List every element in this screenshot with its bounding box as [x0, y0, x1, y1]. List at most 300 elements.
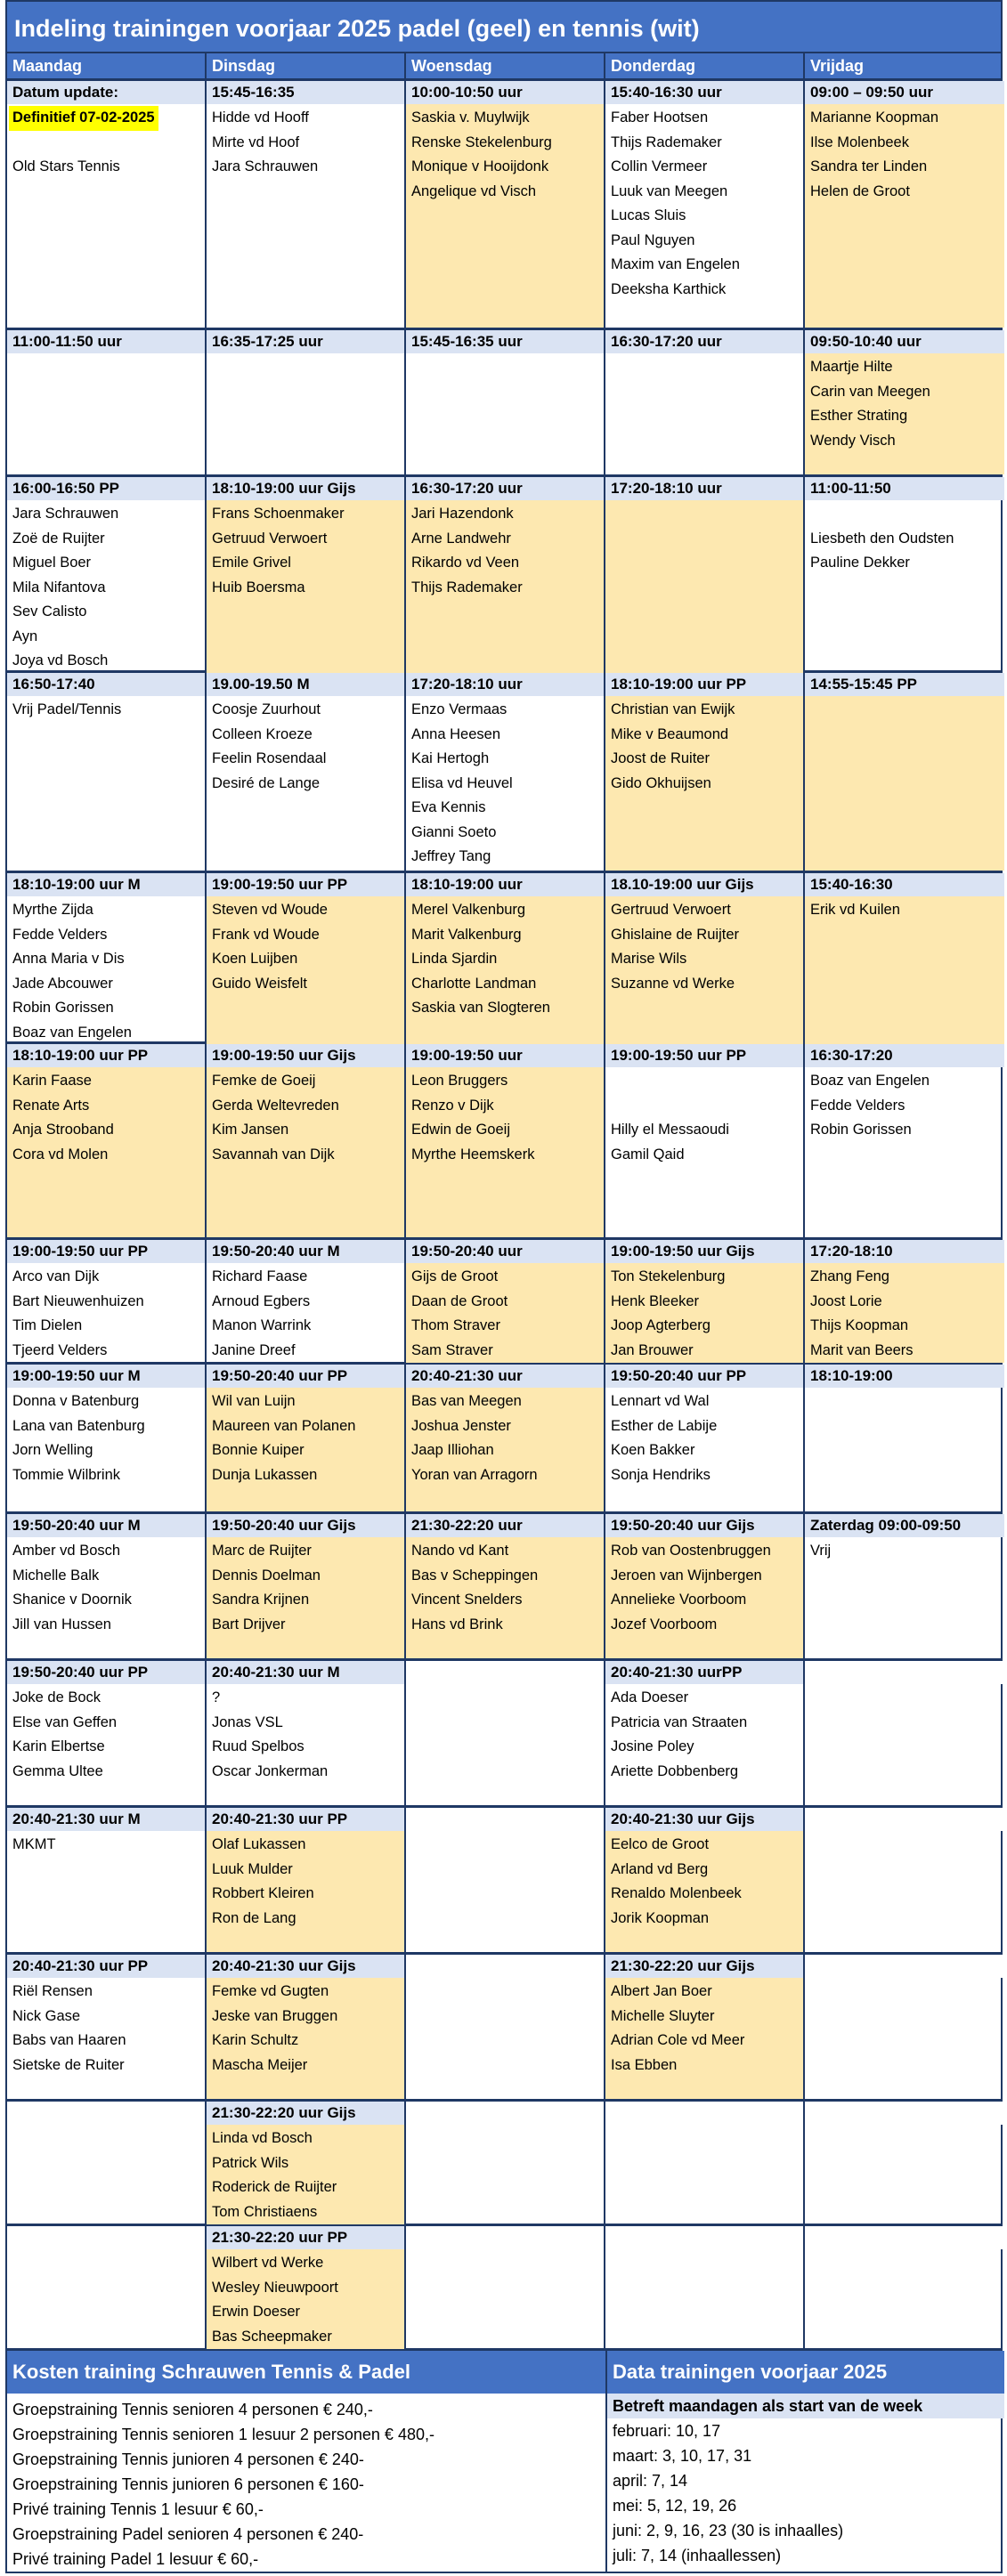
- time-slot-header: [605, 2102, 803, 2125]
- participant-name: Mike v Beaumond: [611, 725, 729, 742]
- time-slot-header: 19:50-20:40 uur PP: [7, 1661, 205, 1684]
- costs-panel: [7, 2351, 607, 2572]
- slot-cell-thursday: [605, 1955, 805, 2099]
- participant-list: [805, 896, 1004, 1045]
- participant-list: [805, 104, 1004, 328]
- participant-list: [7, 104, 205, 328]
- time-slot-header: 15:45-16:35 uur: [406, 330, 604, 353]
- participant-list: [406, 1978, 604, 2099]
- slot-cell-monday: [7, 1365, 207, 1511]
- participant-name: Marc de Ruijter: [212, 1543, 312, 1559]
- time-slot-header: [805, 1661, 1004, 1684]
- time-slot-header: 18:10-19:00 uur PP: [605, 673, 803, 696]
- time-slot-header: 19:50-20:40 uur PP: [605, 1365, 803, 1388]
- participant-name: Gijs de Groot: [411, 1268, 499, 1284]
- participant-list: [7, 500, 205, 674]
- participant-list: [7, 2125, 205, 2224]
- time-slot-header: 21:30-22:20 uur PP: [207, 2226, 404, 2249]
- participant-name: [7, 131, 205, 156]
- participant-list: [605, 1831, 803, 1952]
- time-slot-header: Zaterdag 09:00-09:50: [805, 1514, 1004, 1537]
- participant-name: Coosje Zuurhout: [212, 701, 321, 717]
- participant-name: Henk Bleeker: [611, 1292, 700, 1309]
- slot-cell-monday: [7, 81, 207, 328]
- cost-line: Groepstraining Tennis junioren 6 personen € 160-: [12, 2475, 364, 2493]
- cost-line: Privé training Tennis 1 lesuur € 60,-: [12, 2500, 264, 2518]
- schedule-block-row: [5, 871, 1003, 1041]
- participant-name: Riël Rensen: [12, 1983, 93, 1999]
- participant-name: Lennart vd Wal: [611, 1393, 710, 1409]
- participant-list: [406, 104, 604, 328]
- participant-name: Bart Drijver: [212, 1616, 286, 1632]
- participant-name: Esther Strating: [810, 408, 908, 424]
- cost-line: Groepstraining Tennis senioren 4 personen € 240,-: [12, 2401, 373, 2418]
- participant-name: Linda vd Bosch: [212, 2130, 313, 2146]
- participant-name: Hilly el Messaoudi: [611, 1122, 729, 1138]
- slot-cell-monday: [7, 2102, 207, 2224]
- participant-name: Charlotte Landman: [411, 975, 537, 992]
- participant-name: Arco van Dijk: [12, 1268, 100, 1284]
- slot-cell-friday: [805, 1808, 1004, 1952]
- participant-name: [805, 502, 1004, 527]
- participant-name: Karin Schultz: [212, 2032, 299, 2048]
- participant-list: [605, 500, 803, 674]
- participant-list: [406, 1537, 604, 1658]
- participant-name: Steven vd Woude: [212, 902, 328, 918]
- definitive-badge: Definitief 07-02-2025: [9, 106, 158, 131]
- participant-name: Angelique vd Visch: [411, 182, 537, 199]
- participant-name: Joke de Bock: [12, 1689, 102, 1705]
- participant-name: Tom Christiaens: [212, 2203, 318, 2220]
- date-line: maart: 3, 10, 17, 31: [613, 2447, 752, 2465]
- participant-list: [207, 1684, 404, 1805]
- participant-name: Saskia van Slogteren: [411, 1000, 550, 1016]
- time-slot-header: [406, 2226, 604, 2249]
- participant-name: Anna Maria v Dis: [12, 951, 125, 967]
- day-header-friday: Vrijdag: [810, 57, 865, 75]
- slot-cell-friday: [805, 1514, 1004, 1658]
- slot-cell-monday: [7, 1044, 207, 1237]
- time-slot-header: 19:50-20:40 uur: [406, 1240, 604, 1263]
- participant-name: Marise Wils: [611, 951, 687, 967]
- participant-name: Myrthe Heemskerk: [411, 1146, 535, 1162]
- participant-name: Ayn: [12, 628, 38, 644]
- time-slot-header: [7, 2226, 205, 2249]
- slot-cell-monday: [7, 1661, 207, 1805]
- participant-name: Ton Stekelenburg: [611, 1268, 726, 1284]
- slot-cell-monday: [7, 330, 207, 474]
- schedule-block-row: [5, 1237, 1003, 1362]
- participant-name: Wendy Visch: [810, 432, 896, 449]
- participant-name: Thijs Koopman: [810, 1317, 909, 1333]
- participant-name: Donna v Batenburg: [12, 1393, 140, 1409]
- participant-name: Nick Gase: [12, 2007, 81, 2024]
- time-slot-header: 16:50-17:40: [7, 673, 205, 696]
- time-slot-header: 21:30-22:20 uur Gijs: [605, 1955, 803, 1978]
- day-header-thursday: Donderdag: [605, 53, 805, 78]
- participant-name: Patrick Wils: [212, 2154, 289, 2171]
- slot-cell-thursday: [605, 1240, 805, 1363]
- participant-name: Sonja Hendriks: [611, 1466, 711, 1483]
- participant-name: Ariette Dobbenberg: [611, 1762, 739, 1779]
- participant-name: Dunja Lukassen: [212, 1466, 318, 1483]
- cost-line: Privé training Padel 1 lesuur € 60,-: [12, 2550, 259, 2568]
- slot-cell-friday: [805, 1661, 1004, 1805]
- participant-list: [7, 1067, 205, 1237]
- slot-cell-thursday: [605, 330, 805, 474]
- participant-name: Vrij Padel/Tennis: [12, 701, 122, 717]
- time-slot-header: [805, 2226, 1004, 2249]
- schedule-block-row: [5, 328, 1003, 474]
- participant-name: Roderick de Ruijter: [212, 2179, 337, 2195]
- participant-name: Arnoud Egbers: [212, 1292, 311, 1309]
- participant-name: Sandra ter Linden: [810, 158, 928, 174]
- time-slot-header: 19:00-19:50 uur M: [7, 1365, 205, 1388]
- slot-cell-tuesday: [207, 1514, 406, 1658]
- participant-name: Monique v Hooijdonk: [411, 158, 549, 174]
- participant-list: [805, 2125, 1004, 2224]
- participant-name: Hidde vd Hooff: [212, 109, 309, 126]
- participant-name: Gerda Weltevreden: [212, 1097, 339, 1114]
- time-slot-header: 20:40-21:30 uur M: [7, 1808, 205, 1831]
- time-slot-header: 19:00-19:50 uur Gijs: [207, 1044, 404, 1067]
- participant-name: Sam Straver: [411, 1341, 493, 1358]
- participant-list: [7, 1978, 205, 2099]
- cost-line: Groepstraining Padel senioren 4 personen € 240-: [12, 2525, 364, 2543]
- slot-cell-friday: [805, 1955, 1004, 2099]
- participant-name: Shanice v Doornik: [12, 1592, 132, 1608]
- participant-name: Merel Valkenburg: [411, 902, 526, 918]
- participant-name: Boaz van Engelen: [12, 1024, 132, 1041]
- participant-name: Jozef Voorboom: [611, 1616, 718, 1632]
- page-title: Indeling trainingen voorjaar 2025 padel (geel) en tennis (wit): [5, 0, 1003, 53]
- time-slot-header: 20:40-21:30 uur Gijs: [207, 1955, 404, 1978]
- participant-name: Eelco de Groot: [611, 1836, 710, 1852]
- participant-list: [605, 353, 803, 474]
- slot-cell-friday: [805, 2102, 1004, 2224]
- participant-list: [406, 1831, 604, 1952]
- participant-name: Luuk van Meegen: [611, 182, 728, 199]
- participant-list: [207, 1831, 404, 1952]
- participant-list: [7, 1388, 205, 1511]
- time-slot-header: 21:30-22:20 uur: [406, 1514, 604, 1537]
- participant-name: Olaf Lukassen: [212, 1836, 306, 1852]
- participant-list: [805, 1831, 1004, 1952]
- day-header-wednesday: Woensdag: [406, 53, 605, 78]
- participant-name: Vincent Snelders: [411, 1592, 523, 1608]
- participant-name: Richard Faase: [212, 1268, 308, 1284]
- participant-list: [805, 1263, 1004, 1363]
- schedule-block-row: [5, 1362, 1003, 1511]
- participant-name: Nando vd Kant: [411, 1543, 509, 1559]
- participant-name: Frans Schoenmaker: [212, 506, 345, 522]
- participant-list: [805, 1388, 1004, 1511]
- participant-name: Mirte vd Hoof: [212, 134, 300, 150]
- participant-list: [605, 696, 803, 871]
- schedule-grid: [5, 78, 1003, 2348]
- participant-name: Koen Luijben: [212, 951, 298, 967]
- participant-list: [7, 1684, 205, 1805]
- participant-name: Ron de Lang: [212, 1909, 296, 1926]
- participant-list: [805, 1684, 1004, 1805]
- participant-name: Ruud Spelbos: [212, 1738, 305, 1754]
- slot-cell-tuesday: [207, 873, 406, 1045]
- participant-name: Mila Nifantova: [12, 579, 106, 595]
- participant-name: Collin Vermeer: [611, 158, 708, 174]
- date-line: juni: 2, 9, 16, 23 (30 is inhaalles): [613, 2522, 844, 2540]
- participant-name: [605, 1094, 803, 1119]
- schedule-block-row: [5, 474, 1003, 670]
- participant-list: [406, 1684, 604, 1805]
- time-slot-header: 18:10-19:00 uur: [406, 873, 604, 896]
- participant-name: Liesbeth den Oudsten: [810, 530, 954, 547]
- participant-list: [7, 1537, 205, 1658]
- slot-cell-wednesday: [406, 1044, 605, 1237]
- participant-name: Emile Grivel: [212, 555, 291, 571]
- participant-list: [207, 1978, 404, 2099]
- participant-list: [207, 2249, 404, 2349]
- slot-cell-tuesday: [207, 1365, 406, 1511]
- slot-cell-friday: [805, 1240, 1004, 1363]
- participant-name: Ilse Molenbeek: [810, 134, 909, 150]
- participant-name: Gertruud Verwoert: [611, 902, 731, 918]
- participant-name: Savannah van Dijk: [212, 1146, 335, 1162]
- participant-name: Robin Gorissen: [810, 1122, 912, 1138]
- slot-cell-tuesday: [207, 330, 406, 474]
- costs-title: Kosten training Schrauwen Tennis & Padel: [7, 2351, 605, 2394]
- schedule-block-row: [5, 2224, 1003, 2348]
- training-schedule-sheet: [5, 0, 1003, 2573]
- participant-name: Zhang Feng: [810, 1268, 889, 1284]
- participant-name: Bas Scheepmaker: [212, 2328, 332, 2345]
- time-slot-header: [805, 2102, 1004, 2125]
- slot-cell-wednesday: [406, 81, 605, 328]
- slot-cell-wednesday: [406, 873, 605, 1045]
- participant-list: [605, 2249, 803, 2349]
- participant-name: Rob van Oostenbruggen: [611, 1543, 771, 1559]
- participant-name: Feelin Rosendaal: [212, 750, 327, 766]
- participant-name: Jorik Koopman: [611, 1909, 710, 1926]
- participant-name: Jonas VSL: [212, 1713, 283, 1730]
- slot-cell-thursday: [605, 873, 805, 1045]
- participant-name: Joost Lorie: [810, 1292, 882, 1309]
- schedule-block-row: [5, 1511, 1003, 1658]
- participant-name: Fedde Velders: [810, 1097, 905, 1114]
- participant-name: Saskia v. Muylwijk: [411, 109, 530, 126]
- participant-name: Joost de Ruiter: [611, 750, 710, 766]
- participant-name: Jaap Illiohan: [411, 1442, 494, 1458]
- schedule-block-row: [5, 1658, 1003, 1805]
- slot-cell-friday: [805, 1044, 1004, 1237]
- slot-cell-wednesday: [406, 2226, 605, 2349]
- participant-list: [207, 1263, 404, 1363]
- participant-name: Ghislaine de Ruijter: [611, 926, 739, 943]
- time-slot-header: 11:00-11:50 uur: [7, 330, 205, 353]
- participant-name: Boaz van Engelen: [810, 1073, 930, 1089]
- slot-cell-monday: [7, 1808, 207, 1952]
- time-slot-header: 19:00-19:50 uur: [406, 1044, 604, 1067]
- participant-name: Arne Landwehr: [411, 530, 511, 547]
- slot-cell-tuesday: [207, 1044, 406, 1237]
- update-date-label: [7, 106, 205, 131]
- participant-name: Jill van Hussen: [12, 1616, 111, 1632]
- date-line: juli: 7, 14 (inhaallessen): [613, 2547, 782, 2564]
- slot-cell-friday: [805, 1365, 1004, 1511]
- participant-name: Daan de Groot: [411, 1292, 508, 1309]
- slot-cell-thursday: [605, 1514, 805, 1658]
- date-line: mei: 5, 12, 19, 26: [613, 2497, 737, 2515]
- participant-name: Wesley Nieuwpoort: [212, 2279, 338, 2296]
- time-slot-header: 15:40-16:30: [805, 873, 1004, 896]
- time-slot-header: 19:50-20:40 uur M: [207, 1240, 404, 1263]
- participant-name: Manon Warrink: [212, 1317, 312, 1333]
- time-slot-header: 20:40-21:30 uur PP: [7, 1955, 205, 1978]
- participant-list: [605, 104, 803, 328]
- slot-cell-thursday: [605, 1365, 805, 1511]
- participant-name: Joop Agterberg: [611, 1317, 711, 1333]
- schedule-block-row: [5, 78, 1003, 328]
- participant-name: ?: [212, 1689, 221, 1705]
- time-slot-header: 15:40-16:30 uur: [605, 81, 803, 104]
- participant-name: Edwin de Goeij: [411, 1122, 510, 1138]
- slot-cell-monday: [7, 873, 207, 1045]
- participant-name: Luuk Mulder: [212, 1860, 293, 1877]
- time-slot-header: Datum update:: [7, 81, 205, 104]
- participant-name: Femke de Goeij: [212, 1073, 316, 1089]
- participant-list: [207, 500, 404, 674]
- participant-list: [406, 2249, 604, 2349]
- dates-subtitle: Betreft maandagen als start van de week: [607, 2394, 1004, 2418]
- participant-name: Jade Abcouwer: [12, 975, 113, 992]
- participant-name: Jara Schrauwen: [12, 506, 119, 522]
- slot-cell-thursday: [605, 81, 805, 328]
- slot-cell-thursday: [605, 2102, 805, 2224]
- dates-title: Data trainingen voorjaar 2025: [607, 2351, 1004, 2394]
- participant-name: Babs van Haaren: [12, 2032, 126, 2048]
- participant-list: [207, 1388, 404, 1511]
- participant-list: [805, 500, 1004, 674]
- participant-name: Jari Hazendonk: [411, 506, 514, 522]
- cost-line: Groepstraining Tennis senioren 1 lesuur 2 personen € 480,-: [12, 2426, 434, 2443]
- participant-name: Wil van Luijn: [212, 1393, 296, 1409]
- slot-cell-wednesday: [406, 477, 605, 674]
- time-slot-header: [406, 1955, 604, 1978]
- time-slot-header: 18:10-19:00 uur M: [7, 873, 205, 896]
- time-slot-header: 15:45-16:35: [207, 81, 404, 104]
- participant-name: Anja Strooband: [12, 1122, 114, 1138]
- participant-list: [406, 696, 604, 871]
- time-slot-header: 16:30-17:20: [805, 1044, 1004, 1067]
- participant-name: Fedde Velders: [12, 926, 108, 943]
- participant-list: [406, 2125, 604, 2224]
- participant-name: Michelle Sluyter: [611, 2007, 715, 2024]
- participant-list: [805, 696, 1004, 871]
- participant-list: [406, 1388, 604, 1511]
- participant-name: Deeksha Karthick: [611, 280, 727, 297]
- participant-name: Eva Kennis: [411, 799, 486, 815]
- participant-name: Jorn Welling: [12, 1442, 93, 1458]
- date-line: februari: 10, 17: [613, 2422, 721, 2440]
- schedule-block-row: [5, 2099, 1003, 2224]
- participant-name: Jan Brouwer: [611, 1341, 694, 1358]
- participant-name: Ada Doeser: [611, 1689, 689, 1705]
- time-slot-header: [605, 2226, 803, 2249]
- participant-name: Jara Schrauwen: [212, 158, 319, 174]
- slot-cell-friday: [805, 2226, 1004, 2349]
- participant-name: Renzo v Dijk: [411, 1097, 494, 1114]
- participant-name: Janine Dreef: [212, 1341, 296, 1358]
- participant-name: Pauline Dekker: [810, 555, 910, 571]
- participant-name: Enzo Vermaas: [411, 701, 508, 717]
- time-slot-header: 18.10-19:00 uur Gijs: [605, 873, 803, 896]
- participant-name: Erik vd Kuilen: [810, 902, 900, 918]
- time-slot-header: 20:40-21:30 uur Gijs: [605, 1808, 803, 1831]
- day-header-monday: Maandag: [7, 53, 207, 78]
- participant-name: Tim Dielen: [12, 1317, 83, 1333]
- time-slot-header: 20:40-21:30 uur M: [207, 1661, 404, 1684]
- time-slot-header: 19:00-19:50 uur PP: [7, 1240, 205, 1263]
- time-slot-header: 11:00-11:50: [805, 477, 1004, 500]
- participant-name: Sandra Krijnen: [212, 1592, 310, 1608]
- time-slot-header: 19:50-20:40 uur Gijs: [605, 1514, 803, 1537]
- participant-name: Bas v Scheppingen: [411, 1567, 539, 1584]
- participant-name: Miguel Boer: [12, 555, 92, 571]
- time-slot-header: 19:50-20:40 uur PP: [207, 1365, 404, 1388]
- participant-list: [207, 104, 404, 328]
- participant-list: [7, 353, 205, 474]
- participant-name: Vrij: [810, 1543, 832, 1559]
- participant-name: Old Stars Tennis: [12, 158, 120, 174]
- participant-name: Joshua Jenster: [411, 1417, 511, 1434]
- participant-name: Gianni Soeto: [411, 823, 497, 840]
- participant-name: Sev Calisto: [12, 603, 87, 620]
- participant-name: Arland vd Berg: [611, 1860, 709, 1877]
- participant-name: Adrian Cole vd Meer: [611, 2032, 745, 2048]
- slot-cell-wednesday: [406, 1240, 605, 1363]
- participant-name: Gemma Ultee: [12, 1762, 103, 1779]
- participant-name: Jeffrey Tang: [411, 848, 491, 864]
- time-slot-header: [805, 1808, 1004, 1831]
- participant-name: Sietske de Ruiter: [12, 2056, 125, 2073]
- time-slot-header: [7, 2102, 205, 2125]
- slot-cell-wednesday: [406, 1808, 605, 1952]
- time-slot-header: 10:00-10:50 uur: [406, 81, 604, 104]
- participant-list: [406, 353, 604, 474]
- participant-name: Helen de Groot: [810, 182, 910, 199]
- time-slot-header: 16:30-17:20 uur: [605, 330, 803, 353]
- participant-name: Zoë de Ruijter: [12, 530, 105, 547]
- slot-cell-tuesday: [207, 1808, 406, 1952]
- slot-cell-friday: [805, 81, 1004, 328]
- participant-name: Tjeerd Velders: [12, 1341, 108, 1358]
- slot-cell-tuesday: [207, 1955, 406, 2099]
- participant-list: [207, 2125, 404, 2224]
- time-slot-header: 19:00-19:50 uur PP: [207, 873, 404, 896]
- participant-name: Jeroen van Wijnbergen: [611, 1567, 762, 1584]
- participant-name: Renaldo Molenbeek: [611, 1885, 742, 1901]
- time-slot-header: 20:40-21:30 uur: [406, 1365, 604, 1388]
- participant-list: [406, 896, 604, 1045]
- schedule-block-row: [5, 1041, 1003, 1237]
- participant-name: Christian van Ewijk: [611, 701, 735, 717]
- slot-cell-wednesday: [406, 330, 605, 474]
- participant-list: [605, 1978, 803, 2099]
- participant-name: Maureen van Polanen: [212, 1417, 356, 1434]
- participant-name: Rikardo vd Veen: [411, 555, 520, 571]
- slot-cell-tuesday: [207, 2102, 406, 2224]
- participant-list: [207, 1537, 404, 1658]
- slot-cell-tuesday: [207, 1661, 406, 1805]
